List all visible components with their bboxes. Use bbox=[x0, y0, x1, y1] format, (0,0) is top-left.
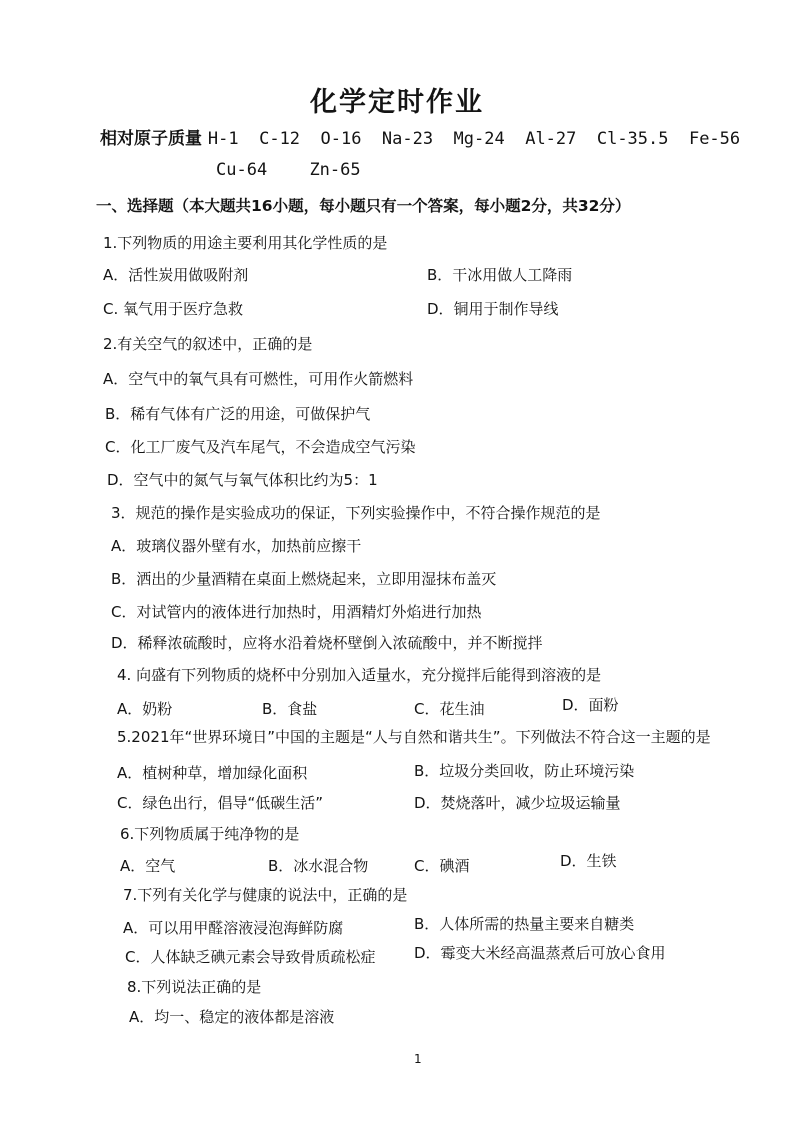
question-option: A．空气 bbox=[120, 857, 176, 875]
question-option: B．干冰用做人工降雨 bbox=[427, 266, 573, 284]
atomic-mass-cu: Cu-64 bbox=[216, 160, 268, 180]
question-option: B．人体所需的热量主要来自糖类 bbox=[414, 915, 635, 933]
atomic-masses-label: 相对原子质量 bbox=[100, 129, 202, 149]
question-option: D．面粉 bbox=[562, 696, 619, 714]
question-stem: 3．规范的操作是实验成功的保证，下列实验操作中，不符合操作规范的是 bbox=[111, 504, 601, 522]
question-option: A．玻璃仪器外壁有水，加热前应擦干 bbox=[111, 537, 362, 555]
question-option: C．绿色出行，倡导“低碳生活” bbox=[117, 794, 324, 812]
question-option: D．生铁 bbox=[560, 852, 617, 870]
question-option: B．垃圾分类回收，防止环境污染 bbox=[414, 762, 635, 780]
question-option: D．空气中的氮气与氧气体积比约为5：1 bbox=[107, 471, 378, 489]
question-option: C．花生油 bbox=[414, 700, 485, 718]
question-option: A．均一、稳定的液体都是溶液 bbox=[129, 1008, 335, 1026]
question-option: D．焚烧落叶，减少垃圾运输量 bbox=[414, 794, 621, 812]
question-stem: 7.下列有关化学与健康的说法中，正确的是 bbox=[123, 886, 408, 904]
atomic-masses-line-2 bbox=[216, 160, 393, 180]
question-option: B．洒出的少量酒精在桌面上燃烧起来，立即用湿抹布盖灭 bbox=[111, 570, 497, 588]
atomic-masses-line-1 bbox=[100, 124, 740, 149]
page-number: 1 bbox=[414, 1052, 422, 1066]
atomic-mass-zn: Zn-65 bbox=[309, 160, 361, 180]
question-option: A．活性炭用做吸附剂 bbox=[103, 266, 249, 284]
question-option: A．空气中的氧气具有可燃性，可用作火箭燃料 bbox=[103, 370, 414, 388]
question-option: A．奶粉 bbox=[117, 700, 173, 718]
question-option: B．食盐 bbox=[262, 700, 318, 718]
question-option: C．对试管内的液体进行加热时，用酒精灯外焰进行加热 bbox=[111, 603, 482, 621]
question-option: B．冰水混合物 bbox=[268, 857, 369, 875]
question-option: C. 氧气用于医疗急救 bbox=[103, 300, 244, 318]
question-option: D．铜用于制作导线 bbox=[427, 300, 559, 318]
question-option: A．可以用甲醛溶液浸泡海鲜防腐 bbox=[123, 919, 344, 937]
question-stem: 6.下列物质属于纯净物的是 bbox=[120, 825, 300, 843]
question-option: B．稀有气体有广泛的用途，可做保护气 bbox=[105, 405, 371, 423]
atomic-masses-values: H-1 C-12 O-16 Na-23 Mg-24 Al-27 Cl-35.5 Fe-56 bbox=[207, 129, 741, 149]
question-stem: 5.2021年“世界环境日”中国的主题是“人与自然和谐共生”。下列做法不符合这一主题的是 bbox=[117, 728, 711, 746]
question-stem: 8.下列说法正确的是 bbox=[127, 978, 262, 996]
section-heading: 一、选择题（本大题共16小题，每小题只有一个答案，每小题2分，共32分） bbox=[96, 197, 631, 215]
question-option: A．植树种草，增加绿化面积 bbox=[117, 764, 308, 782]
question-option: D．霉变大米经高温蒸煮后可放心食用 bbox=[414, 944, 666, 962]
page-title: 化学定时作业 bbox=[310, 87, 484, 118]
question-stem: 4. 向盛有下列物质的烧杯中分别加入适量水，充分搅拌后能得到溶液的是 bbox=[117, 666, 602, 684]
question-option: C．碘酒 bbox=[414, 857, 470, 875]
question-option: D．稀释浓硫酸时，应将水沿着烧杯壁倒入浓硫酸中，并不断搅拌 bbox=[111, 634, 543, 652]
question-stem: 1.下列物质的用途主要利用其化学性质的是 bbox=[103, 234, 388, 252]
question-option: C．人体缺乏碘元素会导致骨质疏松症 bbox=[125, 948, 376, 966]
question-stem: 2.有关空气的叙述中，正确的是 bbox=[103, 335, 313, 353]
question-option: C．化工厂废气及汽车尾气，不会造成空气污染 bbox=[105, 438, 416, 456]
